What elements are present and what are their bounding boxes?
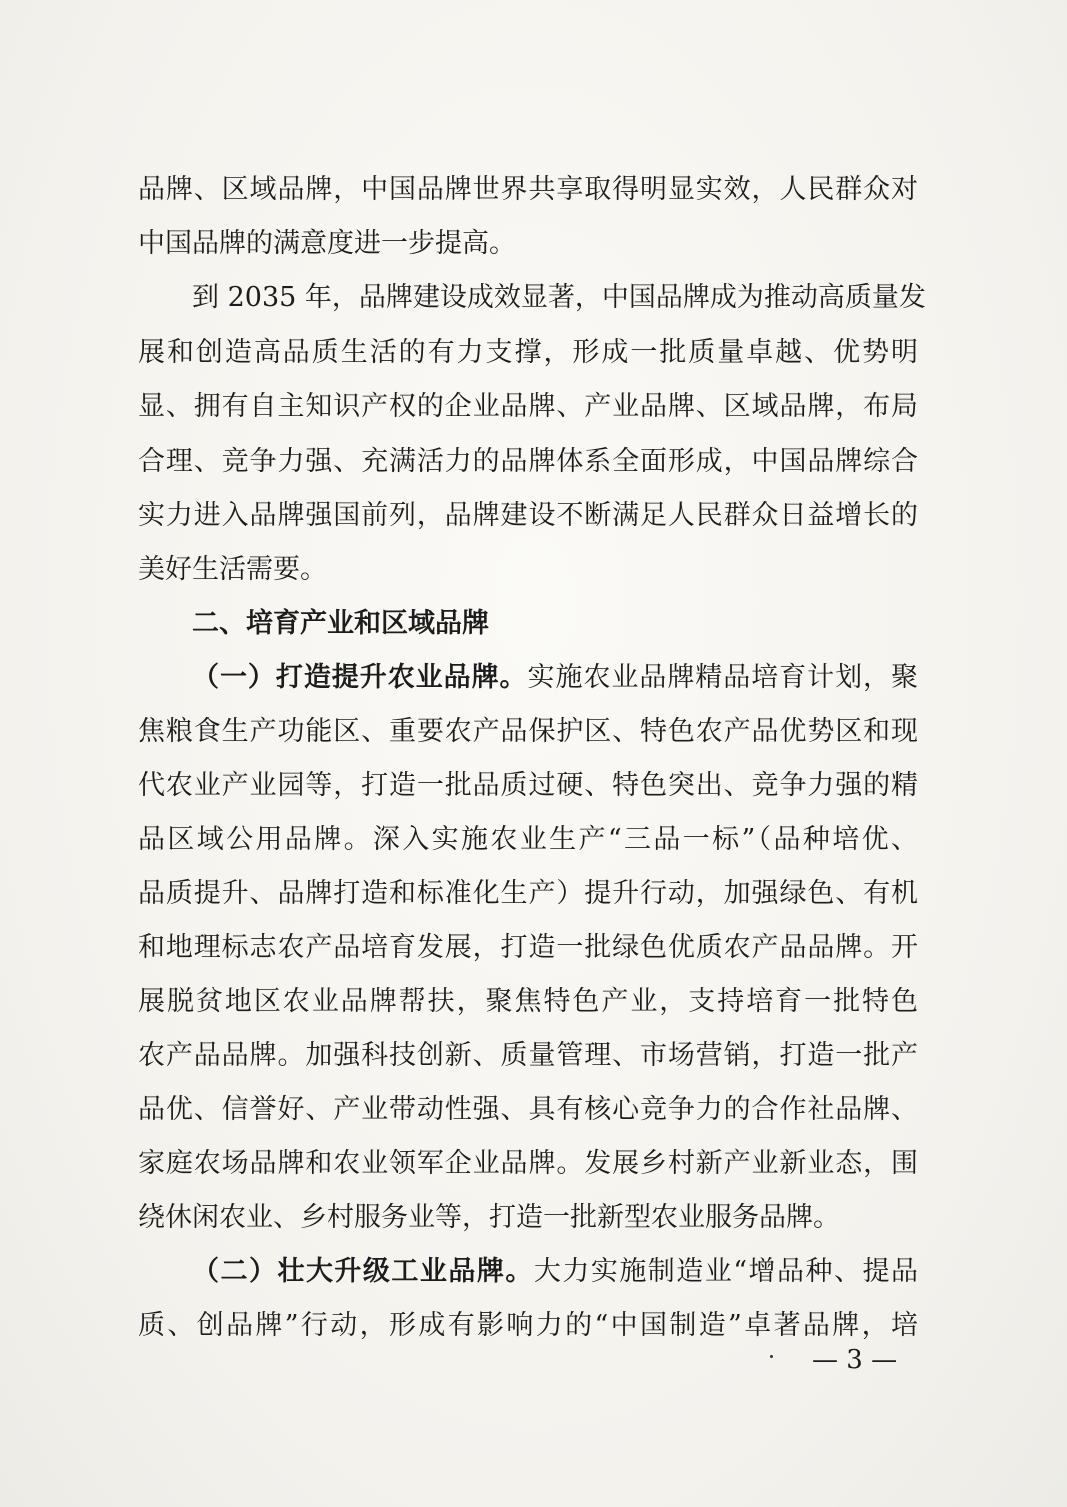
paragraph-line: 代农业产业园等，打造一批品质过硬、特色突出、竞争力强的精 xyxy=(138,770,918,801)
paragraph-line: 美好生活需要。 xyxy=(138,554,327,585)
paragraph-line: 显、拥有自主知识产权的企业品牌、产业品牌、区域品牌，布局 xyxy=(138,391,918,422)
paragraph-line: 展脱贫地区农业品牌帮扶，聚焦特色产业，支持培育一批特色 xyxy=(138,986,918,1017)
paragraph-line: 展和创造高品质生活的有力支撑，形成一批质量卓越、优势明 xyxy=(138,337,918,368)
paragraph-line: 农产品品牌。加强科技创新、质量管理、市场营销，打造一批产 xyxy=(138,1040,918,1071)
paragraph-line: 品牌、区域品牌，中国品牌世界共享取得明显实效，人民群众对 xyxy=(138,174,918,205)
subsection-lead: （一）打造提升农业品牌。 xyxy=(192,662,528,693)
paragraph-line xyxy=(192,651,918,705)
paragraph-line: 品质提升、品牌打造和标准化生产）提升行动，加强绿色、有机 xyxy=(138,878,918,909)
paragraph-line: 中国品牌的满意度进一步提高。 xyxy=(138,228,516,259)
paragraph-line: 质、创品牌”行动，形成有影响力的“中国制造”卓著品牌，培 xyxy=(138,1310,918,1341)
paragraph-text: 实施农业品牌精品培育计划，聚 xyxy=(527,662,919,693)
paragraph-text: 大力实施制造业“增品种、提品 xyxy=(533,1256,918,1287)
paragraph-line: 到 2035 年，品牌建设成效显著，中国品牌成为推动高质量发 xyxy=(192,282,926,313)
section-heading: 二、培育产业和区域品牌 xyxy=(192,608,489,639)
paragraph-line: 品优、信誉好、产业带动性强、具有核心竞争力的合作社品牌、 xyxy=(138,1094,918,1125)
subsection-lead: （二）壮大升级工业品牌。 xyxy=(192,1256,534,1287)
paragraph-line: 绕休闲农业、乡村服务业等，打造一批新型农业服务品牌。 xyxy=(138,1202,840,1233)
paragraph-line: 家庭农场品牌和农业领军企业品牌。发展乡村新产业新业态，围 xyxy=(138,1148,918,1179)
paragraph-line: 实力进入品牌强国前列，品牌建设不断满足人民群众日益增长的 xyxy=(138,500,918,531)
paragraph-line: 品区域公用品牌。深入实施农业生产“三品一标”（品种培优、 xyxy=(138,824,918,855)
paragraph-line: 焦粮食生产功能区、重要农产品保护区、特色农产品优势区和现 xyxy=(138,716,918,747)
scan-speck xyxy=(770,1355,773,1358)
paragraph-line: 和地理标志农产品培育发展，打造一批绿色优质农产品品牌。开 xyxy=(138,932,918,963)
paragraph-line: 合理、竞争力强、充满活力的品牌体系全面形成，中国品牌综合 xyxy=(138,446,918,477)
paragraph-line xyxy=(192,1245,918,1299)
page-number: — 3 — xyxy=(812,1345,898,1375)
